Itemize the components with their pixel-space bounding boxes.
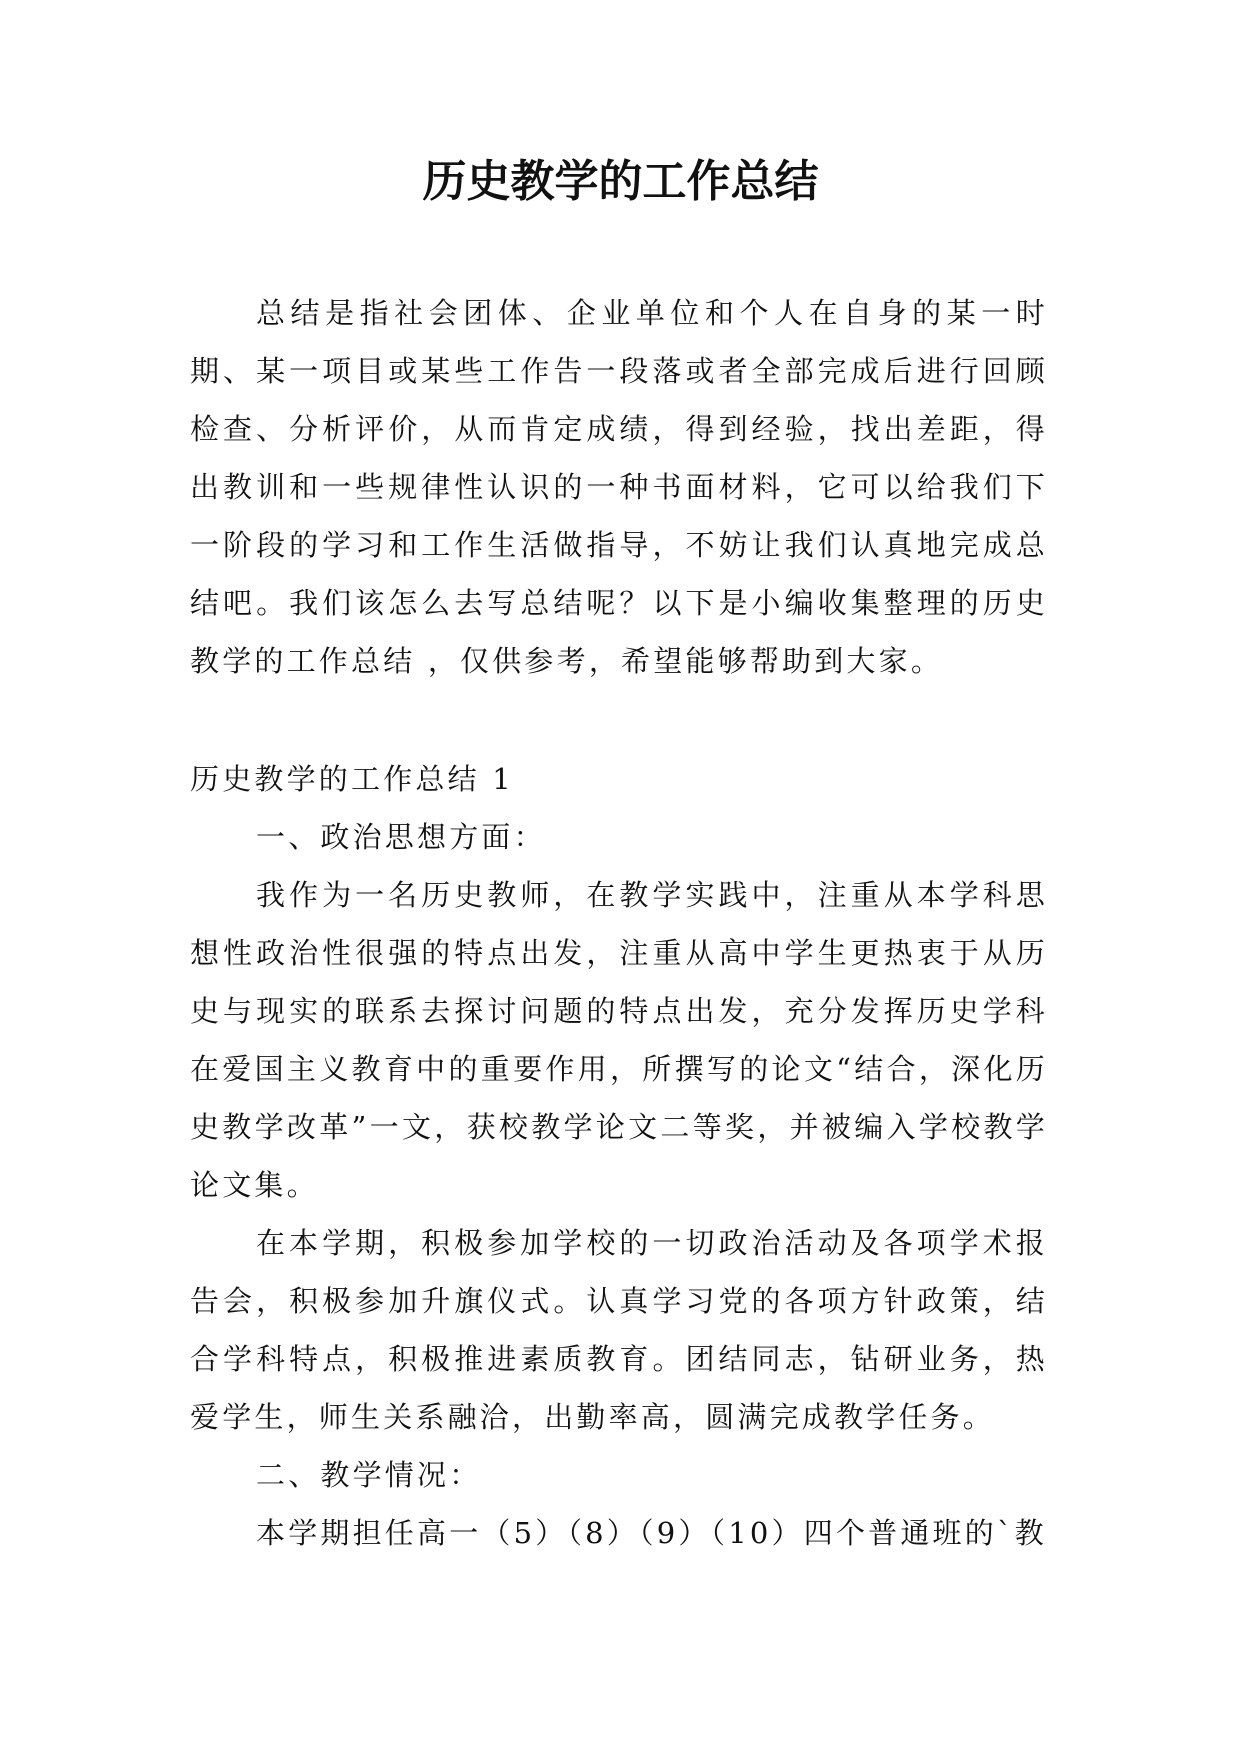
- paragraph-political-2: 在本学期，积极参加学校的一切政治活动及各项学术报告会，积极参加升旗仪式。认真学习党的各项方针政策，结合学科特点，积极推进素质教育。团结同志，钻研业务，热爱学生，师生关系融洽，出勤率高，圆满完成教学任务。: [190, 1226, 1048, 1434]
- document-title: 历史教学的工作总结: [422, 156, 819, 207]
- section-heading-political: 一、政治思想方面：: [256, 820, 546, 854]
- intro-paragraph: 总结是指社会团体、企业单位和个人在自身的某一时期、某一项目或某些工作告一段落或者全部完成后进行回顾检查、分析评价，从而肯定成绩，得到经验，找出差距，得出教训和一些规律性认识的一种书面材料，它可以给我们下一阶段的学习和工作生活做指导，不妨让我们认真地完成总结吧。我们该怎么去写总结呢？以下是小编收集整理的历史教学的工作总结 ，仅供参考，希望能够帮助到大家。: [190, 296, 1048, 678]
- section-title: 历史教学的工作总结 1: [190, 762, 514, 796]
- section-heading-teaching: 二、教学情况：: [256, 1458, 482, 1492]
- paragraph-political-1: 我作为一名历史教师，在教学实践中，注重从本学科思想性政治性很强的特点出发，注重从高中学生更热衷于从历史与现实的联系去探讨问题的特点出发，充分发挥历史学科在爱国主义教育中的重要作用，所撰写的论文“结合，深化历史教学改革”一文，获校教学论文二等奖，并被编入学校教学论文集。: [190, 878, 1048, 1202]
- paragraph-teaching-1: 本学期担任高一（5）（8）（9）（10）四个普通班的`教: [256, 1516, 1047, 1550]
